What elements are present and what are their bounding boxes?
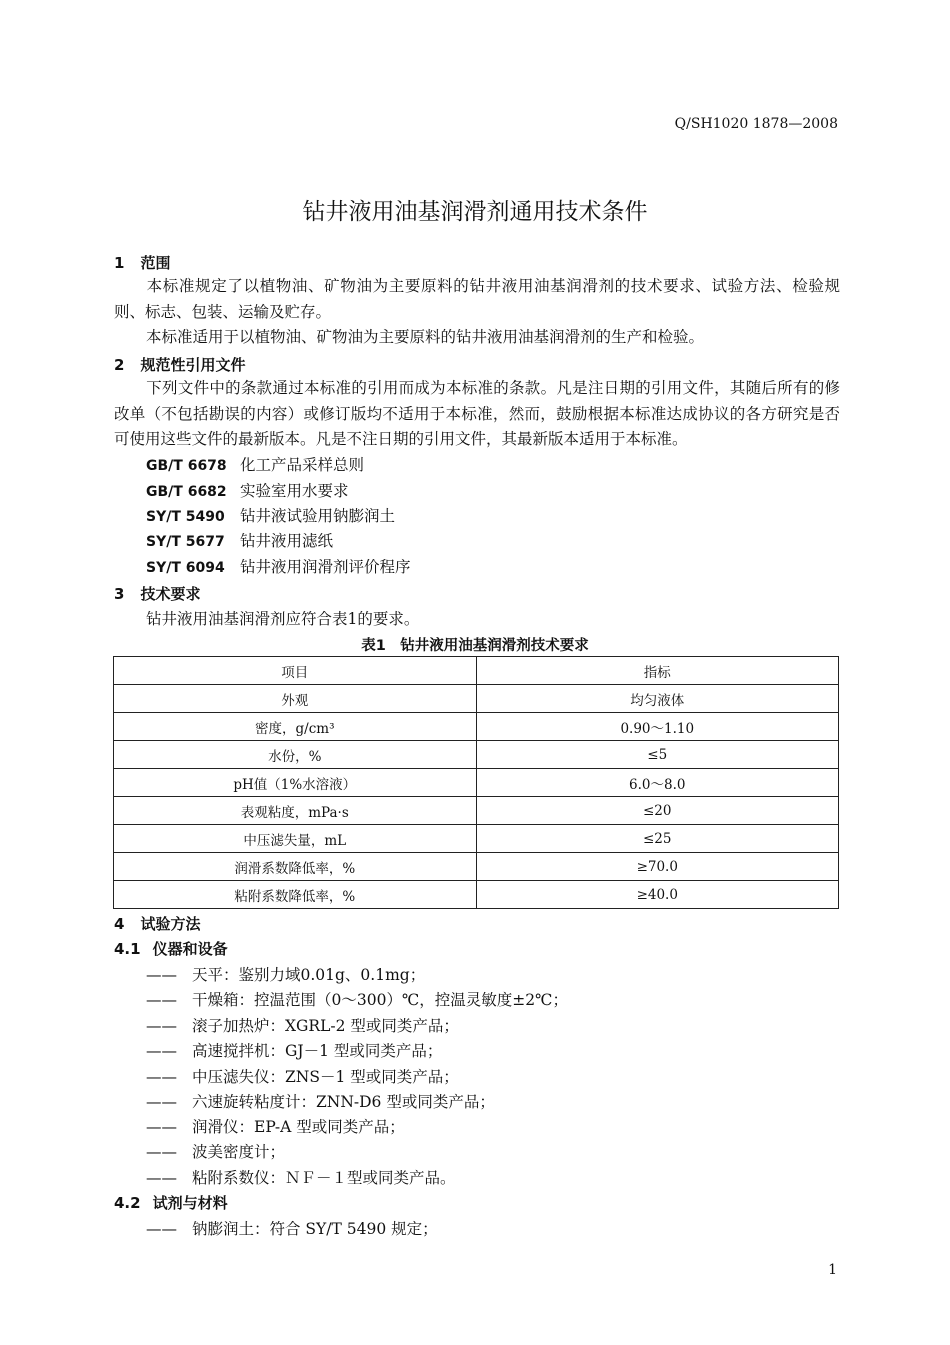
equipment-item [146, 1115, 405, 1140]
document-title: 钻井液用油基润滑剂通用技术条件 [302, 199, 648, 225]
section-2-heading [114, 354, 245, 375]
dash-marker: —— [146, 1017, 177, 1035]
table-cell-item: 粘附系数降低率，% [114, 881, 477, 909]
equipment-text: 粘附系数仪：ＮＦ－１型或同类产品。 [192, 1169, 456, 1187]
section-4-heading [114, 913, 200, 934]
section-title: 技术要求 [140, 585, 201, 603]
table-cell-item: pH值（1%水溶液） [114, 769, 477, 797]
ref-code: GB/T 6682 [146, 484, 227, 500]
table-header-row [114, 657, 839, 685]
ref-code: SY/T 5490 [146, 509, 225, 525]
reference-item [146, 555, 411, 581]
table-cell-item: 密度，g/cm³ [114, 713, 477, 741]
dash-marker: —— [146, 1169, 177, 1187]
section-1-heading [114, 252, 170, 273]
reference-item [146, 504, 395, 530]
standard-number: Q/SH1020 1878—2008 [674, 116, 838, 132]
para-text: 本标准规定了以植物油、矿物油为主要原料的钻井液用油基润滑剂的技术要求、试验方法、检验规则、标志、包装、运输及贮存。 [114, 277, 840, 321]
table-cell-spec: 0.90～1.10 [476, 713, 839, 741]
page-number: 1 [828, 1262, 837, 1278]
section-number: 4 [114, 915, 125, 933]
ref-code: SY/T 6094 [146, 560, 225, 576]
table-cell-spec: 均匀液体 [476, 685, 839, 713]
equipment-item [146, 988, 568, 1013]
table-cell-spec: ≥70.0 [476, 853, 839, 881]
table-cell-item: 表观粘度，mPa·s [114, 797, 477, 825]
material-text: 钠膨润土：符合 SY/T 5490 规定； [192, 1220, 438, 1238]
section-title: 试验方法 [140, 915, 201, 933]
ref-title: 化工产品采样总则 [240, 456, 365, 474]
equipment-text: 波美密度计； [192, 1143, 286, 1161]
para-text: 本标准适用于以植物油、矿物油为主要原料的钻井液用油基润滑剂的生产和检验。 [146, 328, 705, 346]
table-row [114, 853, 839, 881]
subsection-number: 4.2 [114, 1194, 141, 1212]
dash-marker: —— [146, 1118, 177, 1136]
section-2-para [114, 376, 840, 453]
para-text: 下列文件中的条款通过本标准的引用而成为本标准的条款。凡是注日期的引用文件，其随后所有的修改单（不包括勘误的内容）或修订版均不适用于本标准，然而，鼓励根据本标准达成协议的各方研究是否可使用这些文件的最新版本。凡是不注日期的引用文件，其最新版本适用于本标准。 [114, 379, 840, 448]
table-cell-item: 中压滤失量，mL [114, 825, 477, 853]
table-row [114, 797, 839, 825]
equipment-text: 滚子加热炉：XGRL-2 型或同类产品； [192, 1017, 459, 1035]
ref-code: SY/T 5677 [146, 534, 225, 550]
equipment-text: 高速搅拌机：GJ－1 型或同类产品； [192, 1042, 443, 1060]
section-number: 3 [114, 585, 125, 603]
subsection-4-1-heading [114, 938, 228, 959]
subsection-number: 4.1 [114, 940, 141, 958]
ref-title: 钻井液用润滑剂评价程序 [240, 558, 411, 576]
table-header-spec: 指标 [476, 657, 839, 685]
equipment-item [146, 1140, 285, 1165]
section-3-heading [114, 583, 200, 604]
table-cell-spec: ≥40.0 [476, 881, 839, 909]
dash-marker: —— [146, 1093, 177, 1111]
table-caption: 表1 钻井液用油基润滑剂技术要求 [361, 638, 589, 654]
dash-marker: —— [146, 1220, 177, 1238]
table-cell-item: 润滑系数降低率，% [114, 853, 477, 881]
reference-item [146, 479, 349, 505]
ref-title: 钻井液试验用钠膨润土 [240, 507, 396, 525]
equipment-text: 天平：鉴别力域0.01g、0.1mg； [192, 966, 426, 984]
section-1-para-1 [114, 274, 840, 325]
subsection-title: 试剂与材料 [152, 1194, 228, 1212]
equipment-text: 中压滤失仪：ZNS－1 型或同类产品； [192, 1068, 459, 1086]
material-item [146, 1217, 438, 1242]
dash-marker: —— [146, 991, 177, 1009]
table-header-item: 项目 [114, 657, 477, 685]
dash-marker: —— [146, 1068, 177, 1086]
dash-marker: —— [146, 1143, 177, 1161]
section-title: 范围 [140, 254, 171, 272]
spec-table [113, 656, 839, 909]
table-cell-item: 水份，% [114, 741, 477, 769]
subsection-title: 仪器和设备 [152, 940, 228, 958]
equipment-item [146, 1090, 495, 1115]
table-cell-item: 外观 [114, 685, 477, 713]
table-row [114, 713, 839, 741]
equipment-text: 干燥箱：控温范围（0～300）℃，控温灵敏度±2℃； [192, 991, 568, 1009]
table-row [114, 825, 839, 853]
dash-marker: —— [146, 966, 177, 984]
section-title: 规范性引用文件 [140, 356, 246, 374]
section-number: 2 [114, 356, 125, 374]
table-row [114, 881, 839, 909]
reference-item [146, 453, 364, 479]
section-3-para: 钻井液用油基润滑剂应符合表1的要求。 [146, 610, 420, 628]
equipment-item [146, 1014, 459, 1039]
table-cell-spec: ≤20 [476, 797, 839, 825]
section-number: 1 [114, 254, 125, 272]
equipment-item [146, 963, 425, 988]
equipment-item [146, 1039, 442, 1064]
table-row [114, 769, 839, 797]
table-row [114, 685, 839, 713]
equipment-item [146, 1166, 456, 1191]
table-row [114, 741, 839, 769]
equipment-text: 润滑仪：EP-A 型或同类产品； [192, 1118, 405, 1136]
reference-item [146, 529, 333, 555]
equipment-item [146, 1065, 459, 1090]
ref-title: 实验室用水要求 [240, 482, 349, 500]
table-cell-spec: 6.0～8.0 [476, 769, 839, 797]
dash-marker: —— [146, 1042, 177, 1060]
subsection-4-2-heading [114, 1192, 228, 1213]
equipment-text: 六速旋转粘度计：ZNN-D6 型或同类产品； [192, 1093, 495, 1111]
table-cell-spec: ≤25 [476, 825, 839, 853]
ref-title: 钻井液用滤纸 [240, 532, 334, 550]
section-1-para-2 [114, 325, 840, 351]
ref-code: GB/T 6678 [146, 458, 227, 474]
table-cell-spec: ≤5 [476, 741, 839, 769]
